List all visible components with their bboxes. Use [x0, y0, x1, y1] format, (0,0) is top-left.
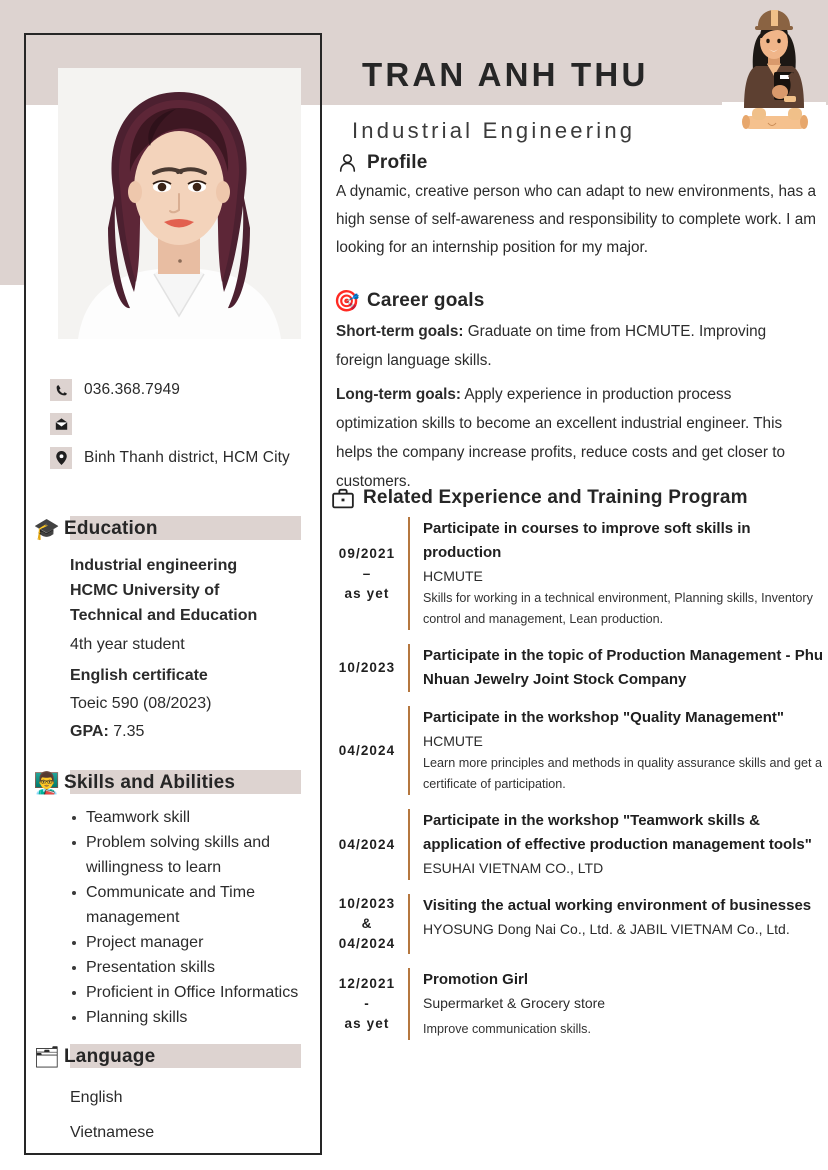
education-major: Industrial engineering	[70, 557, 238, 574]
education-body	[30, 544, 306, 744]
experience-org: ESUHAI VIETNAM CO., LTD	[423, 860, 604, 876]
graduation-cap-icon: 🎓	[33, 517, 61, 541]
experience-note: Skills for working in a technical environment, Planning skills, Inventory control and management, Lean production.	[423, 591, 813, 626]
skills-body	[30, 798, 306, 1030]
list-item: Project manager	[70, 930, 306, 955]
experience-title-text: Promotion Girl	[423, 971, 528, 988]
experience-date: 09/2021 – as yet	[338, 545, 396, 601]
candidate-photo	[58, 68, 301, 339]
career-goals-title: Career goals	[367, 290, 485, 311]
header-band-left-extension	[0, 0, 24, 285]
experience-body	[423, 517, 828, 630]
long-term-goal-label: Long-term goals:	[336, 386, 461, 403]
profile-title: Profile	[367, 152, 428, 173]
profile-text: A dynamic, creative person who can adapt to new environments, has a high sense of self-awareness and responsibility to complete work. I am looking for an internship position for my major.	[336, 183, 816, 256]
list-item: Presentation skills	[70, 955, 306, 980]
experience-body	[423, 894, 828, 954]
phone-icon	[50, 379, 72, 401]
long-term-goal-text: Apply experience in production process optimization skills to become an excellent industrial engineer. This helps the company increase profits, reduce costs and get closer to customers.	[336, 386, 785, 490]
experience-title-text: Participate in the workshop "Quality Management"	[423, 709, 784, 726]
location-pin-icon	[50, 447, 72, 469]
table-row	[332, 706, 828, 795]
table-row	[332, 809, 828, 880]
skills-section	[30, 768, 306, 1030]
list-item: Teamwork skill	[70, 805, 306, 830]
list-item: Proficient in Office Informatics	[70, 980, 306, 1005]
language-body	[30, 1072, 306, 1150]
experience-section	[332, 487, 828, 1054]
table-row	[332, 968, 828, 1040]
teacher-desk-icon: 👨‍🏫	[33, 771, 61, 795]
short-term-goal	[336, 317, 816, 375]
contact-row-phone[interactable]	[50, 373, 312, 407]
education-certificate-value: Toeic 590 (08/2023)	[70, 695, 212, 712]
skills-title: Skills and Abilities	[64, 772, 236, 793]
experience-body	[423, 809, 828, 880]
education-heading	[30, 514, 306, 544]
education-gpa-label: GPA:	[70, 723, 109, 740]
phone-value: 036.368.7949	[84, 381, 181, 398]
education-section	[30, 514, 306, 744]
experience-date: 10/2023 & 04/2024	[338, 896, 396, 951]
timeline-bar	[408, 968, 410, 1040]
language-section	[30, 1042, 306, 1150]
short-term-goal-label: Short-term goals:	[336, 323, 464, 340]
list-item: Communicate and Time management	[70, 880, 306, 930]
experience-org: HCMUTE	[423, 733, 483, 749]
education-gpa	[70, 716, 306, 744]
experience-date: 10/2023	[338, 660, 396, 675]
table-row	[332, 894, 828, 954]
profile-heading	[336, 152, 816, 174]
skills-heading	[30, 768, 306, 798]
experience-title-text: Participate in the topic of Production Management - Phu Nhuan Jewelry Joint Stock Company	[423, 647, 824, 688]
candidate-role: Industrial Engineering	[352, 118, 636, 143]
list-item: Planning skills	[70, 1005, 306, 1030]
candidate-name: TRAN ANH THU	[362, 56, 649, 93]
list-item: English	[70, 1089, 123, 1106]
list-item: Vietnamese	[70, 1124, 155, 1141]
timeline-bar	[408, 894, 410, 954]
table-row	[332, 644, 828, 692]
contact-row-email[interactable]	[50, 407, 312, 441]
timeline-bar	[408, 644, 410, 692]
experience-body	[423, 706, 828, 795]
experience-heading	[332, 487, 828, 509]
briefcase-icon	[332, 487, 354, 509]
experience-title-text: Visiting the actual working environment of businesses	[423, 897, 812, 914]
experience-date: 04/2024	[338, 742, 396, 758]
experience-date: 12/2021 - as yet	[338, 976, 396, 1031]
experience-note: Improve communication skills.	[423, 1022, 591, 1036]
education-certificate-label: English certificate	[70, 667, 208, 684]
translate-icon: 🗂	[33, 1045, 61, 1069]
experience-date: 04/2024	[338, 836, 396, 852]
experience-org: HCMUTE	[423, 568, 483, 584]
address-value: Binh Thanh district, HCM City	[84, 449, 290, 466]
experience-body	[423, 968, 828, 1040]
education-year: 4th year student	[70, 636, 185, 653]
contact-row-address[interactable]	[50, 441, 312, 475]
experience-org: HYOSUNG Dong Nai Co., Ltd. & JABIL VIETNAM Co., Ltd.	[423, 921, 790, 937]
timeline-bar	[408, 706, 410, 795]
person-icon	[336, 152, 358, 174]
experience-title-text: Participate in the workshop "Teamwork skills & application of effective production management tools"	[423, 812, 812, 853]
timeline-bar	[408, 809, 410, 880]
education-school-line2: Technical and Education	[70, 607, 258, 624]
experience-title-text: Participate in courses to improve soft skills in production	[423, 520, 751, 561]
experience-list	[332, 517, 828, 1040]
experience-title: Related Experience and Training Program	[363, 487, 748, 508]
career-goals-section	[333, 289, 816, 496]
profile-section	[336, 152, 816, 262]
list-item: Problem solving skills and willingness to learn	[70, 830, 306, 880]
female-engineer-illustration	[722, 4, 826, 146]
skills-list	[70, 805, 306, 1030]
career-goals-heading	[333, 289, 816, 313]
dartboard-icon: 🎯	[333, 289, 361, 313]
language-title: Language	[64, 1046, 156, 1067]
education-title: Education	[64, 518, 158, 539]
education-school-line1: HCMC University of	[70, 582, 220, 599]
table-row	[332, 517, 828, 630]
email-icon	[50, 413, 72, 435]
timeline-bar	[408, 517, 410, 630]
education-gpa-value: 7.35	[108, 723, 145, 740]
experience-org: Supermarket & Grocery store	[423, 995, 606, 1011]
contact-list	[50, 373, 312, 475]
language-heading	[30, 1042, 306, 1072]
experience-note: Learn more principles and methods in quality assurance skills and get a certificate of participation.	[423, 756, 823, 791]
long-term-goal	[336, 380, 816, 496]
experience-body	[423, 644, 828, 692]
short-term-goal-text: Graduate on time from HCMUTE. Improving foreign language skills.	[336, 323, 767, 369]
